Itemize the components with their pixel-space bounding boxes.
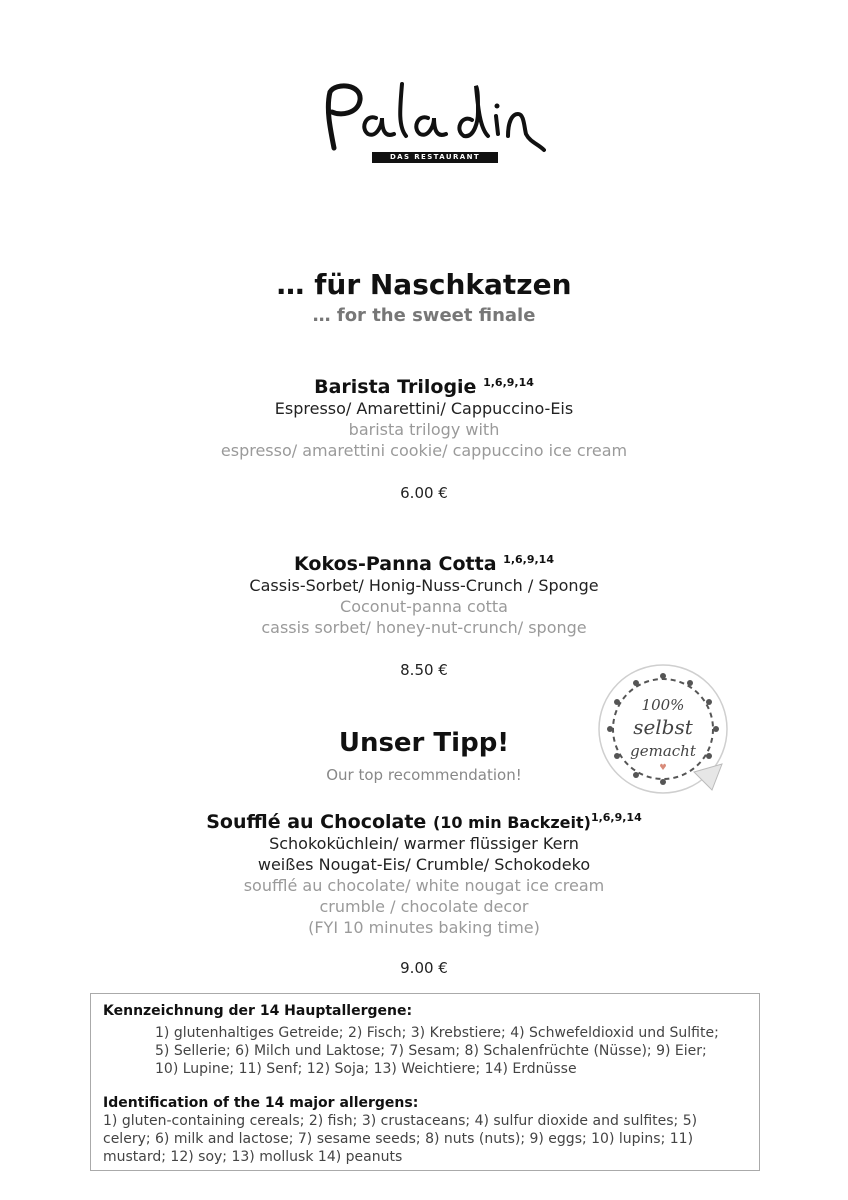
logo-script [316, 78, 546, 158]
allergen-heading-de: Kennzeichnung der 14 Hauptallergene: [103, 1003, 413, 1019]
dish-description-de: weißes Nougat-Eis/ Crumble/ Schokodeko [257, 855, 591, 874]
allergen-list-en [103, 1112, 747, 1166]
dish-description-en: Coconut-panna cotta [340, 597, 508, 616]
allergen-line: 10) Lupine; 11) Senf; 12) Soja; 13) Weichtiere; 14) Erdnüsse [155, 1061, 577, 1077]
allergen-line: mustard; 12) soy; 13) mollusk 14) peanuts [103, 1149, 403, 1165]
restaurant-logo [316, 78, 546, 170]
dish-description-en: espresso/ amarettini cookie/ cappuccino ice cream [220, 441, 628, 460]
dish-title [0, 376, 848, 398]
allergen-codes: 1,6,9,14 [483, 376, 534, 389]
allergen-heading-en: Identification of the 14 major allergens: [103, 1095, 419, 1111]
section-subtitle: … for the sweet finale [312, 305, 536, 326]
tip-subtitle: Our top recommendation! [326, 766, 522, 784]
tip-title: Unser Tipp! [338, 728, 510, 758]
allergen-line: 1) glutenhaltiges Getreide; 2) Fisch; 3) Krebstiere; 4) Schwefeldioxid und Sulfite; [155, 1025, 719, 1041]
dish-description-de: Espresso/ Amarettini/ Cappuccino-Eis [274, 399, 574, 418]
dish-name: Kokos-Panna Cotta [294, 553, 497, 575]
dish-description-de: Schokoküchlein/ warmer flüssiger Kern [269, 834, 579, 853]
dish-description-de: Cassis-Sorbet/ Honig-Nuss-Crunch / Sponge [249, 576, 599, 595]
dish-title [0, 553, 848, 575]
dish-description-en: crumble / chocolate decor [319, 897, 529, 916]
allergen-line: 5) Sellerie; 6) Milch und Laktose; 7) Sesam; 8) Schalenfrüchte (Nüsse); 9) Eier; [155, 1043, 707, 1059]
dish-price: 6.00 € [400, 484, 448, 502]
dish-description-en: soufflé au chocolate/ white nougat ice cream [243, 876, 605, 895]
dish-souffle [0, 811, 848, 938]
dish-description-en: (FYI 10 minutes baking time) [308, 918, 540, 937]
allergen-info [90, 993, 760, 1171]
dish-name-note: (10 min Backzeit) [432, 813, 591, 832]
badge-line1: 100% [641, 696, 685, 714]
dish-name: Soufflé au Chocolate [206, 811, 427, 833]
allergen-line: celery; 6) milk and lactose; 7) sesame seeds; 8) nuts (nuts); 9) eggs; 10) lupins; 11) [103, 1131, 694, 1147]
dish-name: Barista Trilogie [314, 376, 477, 398]
badge-line3: gemacht [630, 742, 696, 760]
allergen-list-de [103, 1024, 747, 1078]
dish-price: 9.00 € [400, 959, 448, 977]
homemade-badge [594, 660, 732, 798]
dish-barista [0, 376, 848, 461]
dish-description-en: cassis sorbet/ honey-nut-crunch/ sponge [261, 618, 587, 637]
dish-panna-cotta [0, 553, 848, 638]
dish-title [0, 811, 848, 833]
logo-tagline: DAS RESTAURANT [372, 152, 498, 163]
allergen-codes: 1,6,9,14 [590, 811, 642, 824]
allergen-codes: 1,6,9,14 [503, 553, 554, 566]
dish-description-en: barista trilogy with [348, 420, 500, 439]
allergen-line: 1) gluten-containing cereals; 2) fish; 3) crustaceans; 4) sulfur dioxide and sulfites; 5) [103, 1113, 698, 1129]
badge-line2: selbst [633, 715, 693, 739]
section-title: … für Naschkatzen [276, 268, 572, 301]
dish-price: 8.50 € [400, 661, 448, 679]
